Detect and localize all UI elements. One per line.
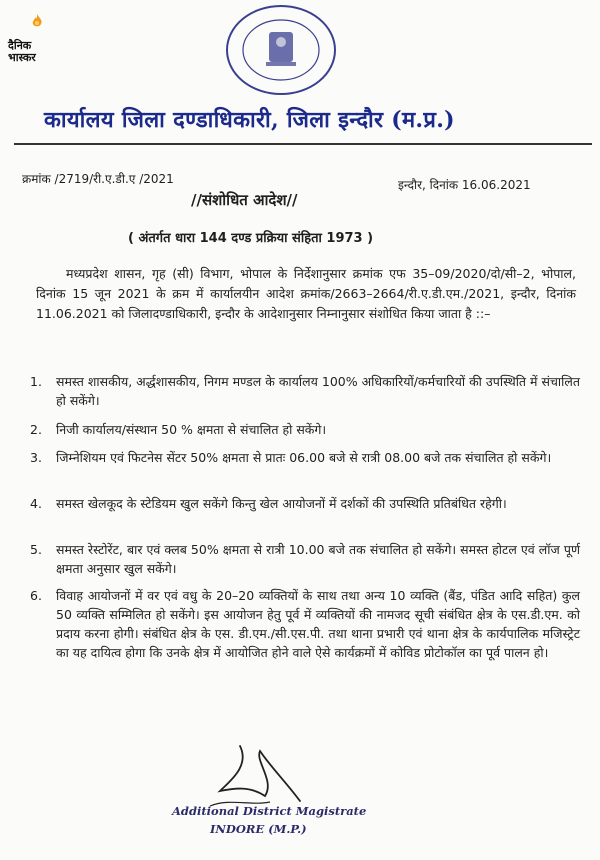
list-item	[30, 494, 580, 513]
flame-icon	[30, 14, 44, 28]
list-item	[30, 372, 580, 410]
brand-name-line2: भास्कर	[8, 51, 36, 64]
item-text: समस्त शासकीय, अर्द्धशासकीय, निगम मण्डल के कार्यालय 100% अधिकारियों/कर्मचारियों की उपस्थिति में संचालित हो सकेंगे।	[56, 374, 580, 408]
list-item	[30, 420, 580, 439]
signatory-title: Additional District Magistrate	[172, 804, 367, 818]
item-number: 3.	[30, 450, 42, 465]
office-seal	[222, 2, 340, 98]
intro-text: मध्यप्रदेश शासन, गृह (सी) विभाग, भोपाल के निर्देशानुसार क्रमांक एफ 35–09/2020/दो/सी–2, भोपाल, दिनांक 15 जून 2021 के क्रम में कार्यालयीन आदेश क्रमांक/2663–2664/री.ए.डी.एम./2021, इन्दौर, दिनांक 11.06.2021 को जिलादण्डाधिकारी, इन्दौर के आदेशानुसार निम्नानुसार संशोधित किया जाता है ::–	[36, 266, 576, 321]
item-text: समस्त रेस्टोरेंट, बार एवं क्लब 50% क्षमता से रात्री 10.00 बजे तक संचालित हो सकेंगे। समस्त होटल एवं लॉज पूर्ण क्षमता अनुसार खुल सकेंगे।	[56, 542, 580, 576]
office-title: कार्यालय जिला दण्डाधिकारी, जिला इन्दौर (म.प्र.)	[44, 107, 455, 133]
list-item	[30, 540, 580, 578]
order-date: इन्दौर, दिनांक 16.06.2021	[398, 178, 531, 192]
item-text: जिम्नेशियम एवं फिटनेस सेंटर 50% क्षमता से प्रातः 06.00 बजे से रात्री 08.00 बजे तक संचालित हो सकेंगे।	[56, 450, 552, 465]
reference-number: क्रमांक /2719/री.ए.डी.ए /2021	[22, 172, 174, 186]
item-number: 6.	[30, 588, 42, 603]
list-item	[30, 586, 580, 662]
header-divider	[14, 143, 592, 145]
item-number: 1.	[30, 374, 42, 389]
brand-name-line1: दैनिक	[8, 39, 32, 52]
intro-paragraph	[36, 264, 576, 324]
item-number: 2.	[30, 422, 42, 437]
item-text: विवाह आयोजनों में वर एवं वधु के 20–20 व्यक्तियों के साथ तथा अन्य 10 व्यक्ति (बैंड, पंडित आदि सहित) कुल 50 व्यक्ति सम्मिलित हो सकेंगे। इस आयोजन हेतु पूर्व में व्यक्तियों की नामजद सूची संबंधित क्षेत्र के एस.डी.एम. को प्रदाय करना होगी। संबंधित क्षेत्र के एस. डी.एम./सी.एस.पी. तथा थाना प्रभारी एवं थाना क्षेत्र के कार्यपालिक मजिस्ट्रेट का यह दायित्व होगा कि उनके क्षेत्र में आयोजित होने वाले ऐसे कार्यक्रमों में कोविड प्रोटोकॉल का पूर्व पालन हो।	[56, 588, 580, 660]
item-number: 4.	[30, 496, 42, 511]
order-subtitle: ( अंतर्गत धारा 144 दण्ड प्रक्रिया संहिता 1973 )	[128, 231, 374, 246]
list-item	[30, 448, 580, 467]
item-text: समस्त खेलकूद के स्टेडियम खुल सकेंगे किन्तु खेल आयोजनों में दर्शकों की उपस्थिति प्रतिबंधित रहेगी।	[56, 496, 507, 511]
item-text: निजी कार्यालय/संस्थान 50 % क्षमता से संचालित हो सकेंगे।	[56, 422, 327, 437]
item-number: 5.	[30, 542, 42, 557]
order-title: //संशोधित आदेश//	[191, 191, 298, 209]
signatory-place: INDORE (M.P.)	[210, 822, 307, 836]
